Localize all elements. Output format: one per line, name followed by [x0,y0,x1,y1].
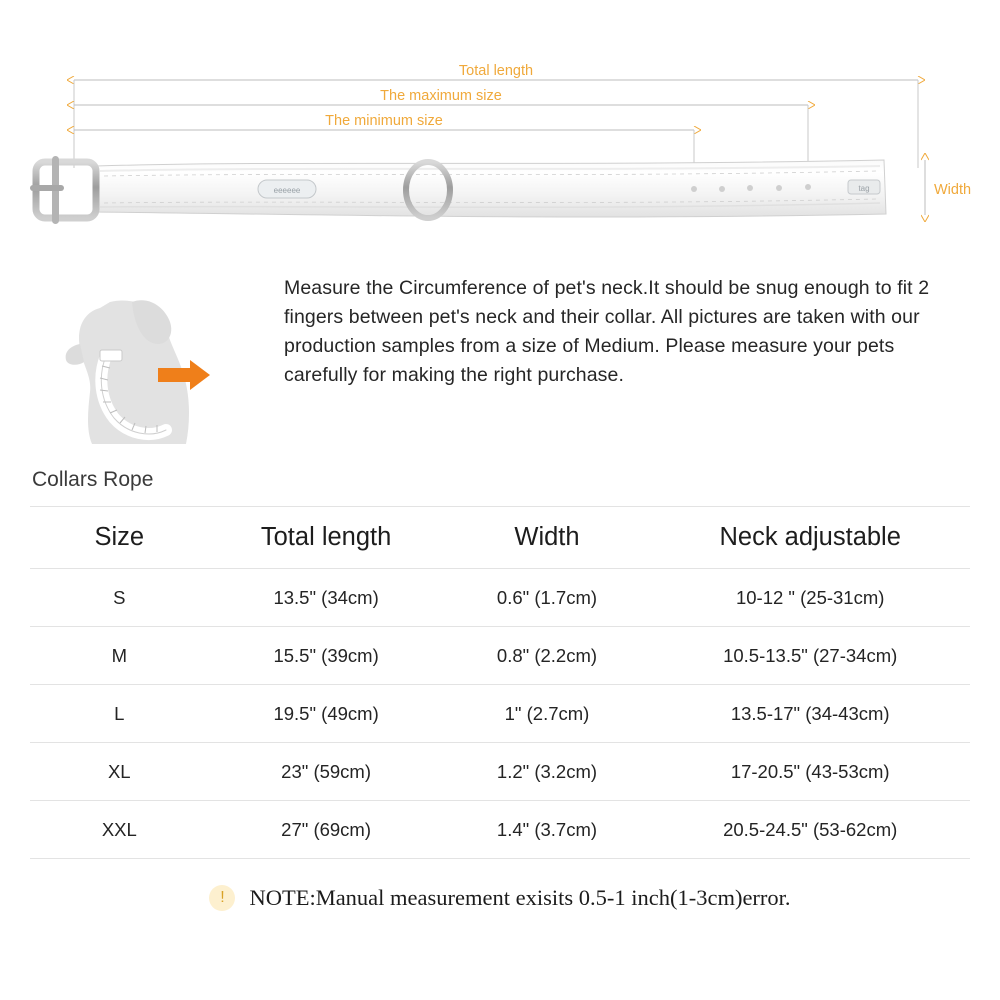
cell-neck-adjustable: 20.5-24.5" (53-62cm) [650,801,970,859]
collar-diagram [0,0,1000,258]
table-row [30,743,970,801]
label-total-length: Total length [458,63,534,79]
label-width: Width [934,182,972,198]
cell-total-length: 13.5" (34cm) [209,569,444,627]
column-header-neck-adjustable: Neck adjustable [650,507,970,569]
cell-size: L [30,685,209,743]
measure-instructions-block [0,258,1000,468]
cell-total-length: 27" (69cm) [209,801,444,859]
table-title: Collars Rope [32,468,154,491]
cell-neck-adjustable: 17-20.5" (43-53cm) [650,743,970,801]
table-row [30,627,970,685]
note-row [0,885,1000,911]
cell-total-length: 19.5" (49cm) [209,685,444,743]
label-minimum-size: The minimum size [325,113,443,129]
cell-neck-adjustable: 10.5-13.5" (27-34cm) [650,627,970,685]
column-header-size: Size [30,507,209,569]
end-tag [848,180,880,194]
cell-size: M [30,627,209,685]
cell-width: 0.8" (2.2cm) [444,627,651,685]
brand-plate-text: eeeeee [273,186,301,195]
cell-size: XL [30,743,209,801]
cell-neck-adjustable: 10-12 " (25-31cm) [650,569,970,627]
table-row [30,685,970,743]
measure-instructions-text: Measure the Circumference of pet's neck.It should be snug enough to fit 2 fingers between pet's neck and their collar. All pictures are taken with our production samples from a size of Medium. Please measure your pets carefully for making the right purchase. [284,277,930,386]
cell-total-length: 15.5" (39cm) [209,627,444,685]
column-header-width: Width [444,507,651,569]
cell-size: XXL [30,801,209,859]
table-row [30,569,970,627]
size-chart-table [30,506,970,859]
brand-plate [258,180,316,198]
cell-neck-adjustable: 13.5-17" (34-43cm) [650,685,970,743]
cell-width: 1.2" (3.2cm) [444,743,651,801]
table-row [30,801,970,859]
dog-measure-illustration [40,266,252,467]
cell-width: 0.6" (1.7cm) [444,569,651,627]
cell-width: 1.4" (3.7cm) [444,801,651,859]
table-header-row [30,507,970,569]
cell-total-length: 23" (59cm) [209,743,444,801]
note-text: NOTE:Manual measurement exisits 0.5-1 inch(1-3cm)error. [249,885,791,910]
cell-size: S [30,569,209,627]
buckle [30,156,96,224]
cell-width: 1" (2.7cm) [444,685,651,743]
collar-strap-illustration [30,156,886,224]
exclamation-icon: ! [209,885,235,911]
end-tag-text: tag [858,184,870,193]
column-header-total-length: Total length [209,507,444,569]
label-maximum-size: The maximum size [380,88,502,104]
